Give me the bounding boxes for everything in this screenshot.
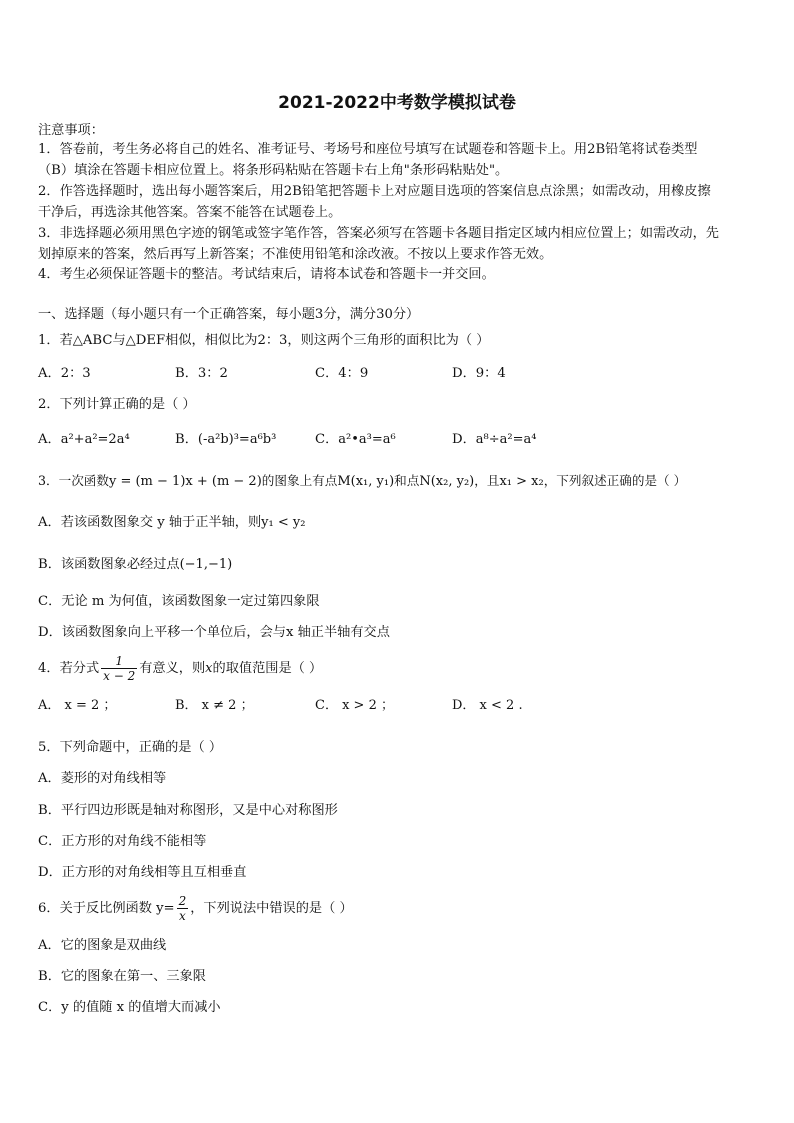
q2-option-c-label: C． xyxy=(315,432,339,447)
q3-option-a-text: A．若该函数图象交 y 轴于正半轴，则 xyxy=(38,515,262,530)
q3-stem-text: 3．一次函数 xyxy=(38,473,109,488)
q3-option-d: D．该函数图象向上平移一个单位后，会与x 轴正半轴有交点 xyxy=(38,625,390,640)
q2-option-a-expr: a²+a²=2a⁴ xyxy=(60,432,130,447)
q2-option-d xyxy=(452,431,536,449)
q3-option-b-text: B．该函数图象必经过点 xyxy=(38,557,180,572)
q4-option-c: C． x > 2 ； xyxy=(315,698,394,713)
question-4-stem xyxy=(38,652,322,686)
q4-stem-text: 的取值范围是（ ） xyxy=(212,661,323,676)
q4-option-a: A． x = 2 ； xyxy=(38,698,117,713)
q6-fraction-numerator: 2 xyxy=(178,894,187,908)
q2-option-d-label: D． xyxy=(452,432,476,447)
q2-option-c-expr: a²•a³=a⁶ xyxy=(338,432,396,447)
q3-stem-text: 的图象上有点 xyxy=(261,473,338,488)
q4-option-d: D． x < 2 . xyxy=(452,698,523,713)
q2-option-d-expr: a⁸÷a²=a⁴ xyxy=(475,432,537,447)
q3-option-a xyxy=(38,514,305,532)
notice-line: 2．作答选择题时，选出每小题答案后，用2B铅笔把答题卡上对应题目选项的答案信息点涂黑；如需改动，用橡皮擦 xyxy=(38,184,711,199)
q2-option-a-label: A． xyxy=(38,432,61,447)
notice-line: 3．非选择题必须用黑色字迹的钢笔或签字笔作答，答案必须写在答题卡各题目指定区域内相应位置上；如需改动，先 xyxy=(38,226,719,241)
q2-option-b xyxy=(175,431,276,449)
q3-function-expr: y = (m − 1)x + (m − 2) xyxy=(108,474,262,489)
q5-option-b: B．平行四边形既是轴对称图形，又是中心对称图形 xyxy=(38,803,338,818)
q6-fraction-denominator: x xyxy=(179,909,186,923)
q6-stem-text: 6．关于反比例函数 y= xyxy=(38,901,175,916)
notice-line: 干净后，再选涂其他答案。答案不能答在试题卷上。 xyxy=(38,205,342,220)
q5-option-a: A．菱形的对角线相等 xyxy=(38,771,167,786)
q4-option-b: B． x ≠ 2 ； xyxy=(175,698,254,713)
notice-line: 1．答卷前，考生务必将自己的姓名、准考证号、考场号和座位号填写在试题卷和答题卡上。用2B铅笔将试卷类型 xyxy=(38,142,698,157)
question-2-stem: 2．下列计算正确的是（ ） xyxy=(38,397,196,412)
q6-stem-text: ，下列说法中错误的是（ ） xyxy=(190,901,353,916)
q3-option-c: C．无论 m 为何值，该函数图象一定过第四象限 xyxy=(38,594,320,609)
q3-option-b xyxy=(38,556,232,574)
q3-condition: x₁ > x₂ xyxy=(499,474,544,489)
notice-line: 4．考生必须保证答题卡的整洁。考试结束后，请将本试卷和答题卡一并交回。 xyxy=(38,267,495,282)
q2-option-c xyxy=(315,431,396,449)
q4-fraction-numerator: 1 xyxy=(101,654,137,669)
q2-option-a xyxy=(38,431,130,449)
question-6-stem xyxy=(38,892,353,926)
q3-stem-text: 和点 xyxy=(394,473,420,488)
q3-stem-text: ，且 xyxy=(474,473,500,488)
q3-stem-text: ，下列叙述正确的是（ ） xyxy=(543,473,687,488)
q2-option-b-label: B． xyxy=(175,432,198,447)
question-3-stem xyxy=(38,472,686,491)
section-heading: 一、选择题（每小题只有一个正确答案，每小题3分，满分30分） xyxy=(38,307,420,322)
q2-option-b-expr: (-a²b)³=a⁶b³ xyxy=(197,432,277,447)
question-1-stem: 1．若△ABC与△DEF相似，相似比为2：3，则这两个三角形的面积比为（ ） xyxy=(38,333,490,348)
q5-option-d: D．正方形的对角线相等且互相垂直 xyxy=(38,865,247,880)
q6-option-a: A．它的图象是双曲线 xyxy=(38,938,167,953)
q1-option-b: B．3：2 xyxy=(175,366,228,381)
q3-point-m: M(x₁, y₁) xyxy=(337,474,395,489)
page-title: 2021-2022中考数学模拟试卷 xyxy=(278,93,516,113)
question-5-stem: 5．下列命题中，正确的是（ ） xyxy=(38,740,223,755)
notice-line: （B）填涂在答题卡相应位置上。将条形码粘贴在答题卡右上角"条形码粘贴处"。 xyxy=(38,163,509,178)
q1-option-c: C．4：9 xyxy=(315,366,369,381)
q1-option-d: D．9：4 xyxy=(452,366,506,381)
q5-option-c: C．正方形的对角线不能相等 xyxy=(38,834,207,849)
q4-variable: x xyxy=(205,661,213,676)
q6-option-b: B．它的图象在第一、三象限 xyxy=(38,969,206,984)
q3-point-n: N(x₂, y₂) xyxy=(419,474,475,489)
q4-stem-text: 4．若分式 xyxy=(38,661,100,676)
q3-option-a-expr: y₁ < y₂ xyxy=(261,515,306,530)
notice-line: 划掉原来的答案，然后再写上新答案；不准使用铅笔和涂改液。不按以上要求作答无效。 xyxy=(38,247,553,262)
q1-option-a: A．2：3 xyxy=(38,366,91,381)
q4-fraction-denominator: x − 2 xyxy=(103,669,136,683)
notice-heading: 注意事项： xyxy=(38,123,104,138)
q6-option-c: C．y 的值随 x 的值增大而减小 xyxy=(38,1000,221,1015)
q4-stem-text: 有意义，则 xyxy=(139,661,206,676)
q4-fraction xyxy=(101,654,137,683)
q3-option-b-expr: (−1,−1) xyxy=(179,557,233,572)
q6-fraction xyxy=(177,894,189,923)
